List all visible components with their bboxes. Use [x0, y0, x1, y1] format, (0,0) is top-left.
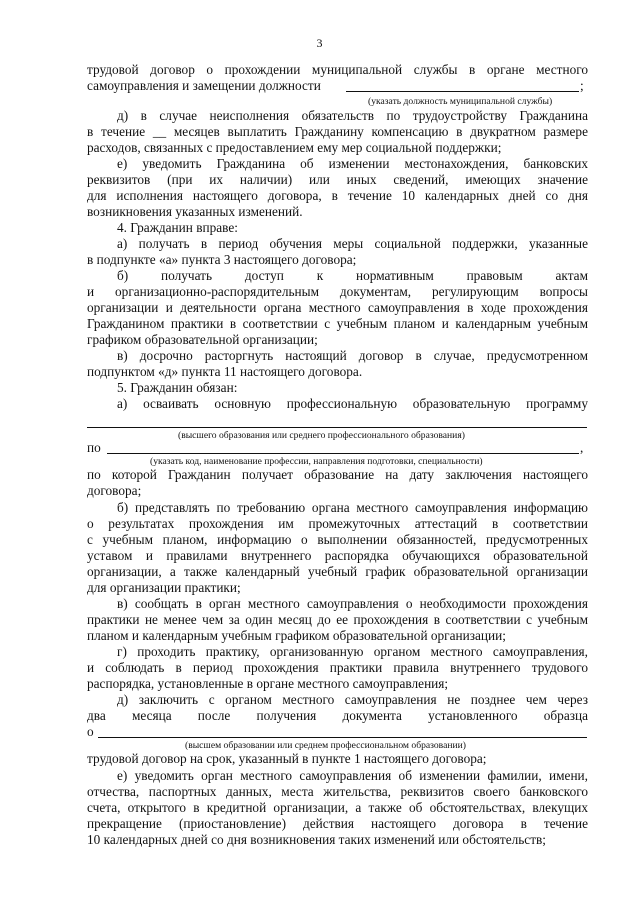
text-line: организации и деятельности органа местного самоуправления в ходе прохождения [87, 300, 588, 315]
text-line: 5. Гражданин обязан: [117, 380, 238, 395]
text-line: графиком образовательной организации; [87, 332, 318, 347]
text-line: отчества, паспортных данных, места жительства, реквизитов своего банковского [87, 784, 588, 799]
text-line: самоуправления и замещении должности [87, 78, 321, 93]
text-line: по которой Гражданин получает образование на дату заключения настоящего [87, 467, 588, 482]
text-line: организации, а также календарный учебный график образовательной организации [87, 564, 588, 579]
text-line: и соблюдать в период прохождения практики правила внутреннего трудового [87, 660, 588, 675]
text-line: по [87, 440, 101, 455]
text-line: о [87, 724, 94, 739]
text-line: два месяца после получения документа установленного образца [87, 708, 588, 723]
text-line: планом и календарным учебным графиком образовательной организации; [87, 628, 506, 643]
text-line: трудовой договор на срок, указанный в пункте 1 настоящего договора; [87, 751, 487, 766]
text-line: Гражданином практики в соответствии с учебным планом и календарным учебным [87, 316, 588, 331]
text-line: прекращение (приостановление) действия настоящего договора в течение [87, 816, 588, 831]
text-line: для исполнения настоящего договора, в течение 10 календарных дней со дня [87, 188, 588, 203]
field-caption: (указать должность муниципальной службы) [368, 96, 553, 107]
text-line: практики не менее чем за один месяц до ее прохождения в соответствии с учебным [87, 612, 588, 627]
text-line: о результатах прохождения им промежуточных аттестаций в соответствии [87, 516, 588, 531]
text-line: для организации практики; [87, 580, 241, 595]
text-line: а) осваивать основную профессиональную образовательную программу [117, 396, 588, 411]
text-line: уставом и правилами внутреннего распорядка обучающихся образовательной [87, 548, 588, 563]
text-line: с учебным планом, информацию о выполнении обязанностей, предусмотренных [87, 532, 588, 547]
text-line: б) получать доступ к нормативным правовым актам [117, 268, 588, 283]
text-line: д) в случае неисполнения обязательств по трудоустройству Гражданина [117, 108, 588, 123]
text-line: договора; [87, 483, 142, 498]
text-line: в течение __ месяцев выплатить Гражданину компенсацию в двукратном размере [87, 124, 588, 139]
text-line: подпунктом «д» пункта 11 настоящего договора. [87, 364, 363, 379]
text-line: реквизитов (при их наличии) или иных сведений, имеющих значение [87, 172, 588, 187]
text-line: расходов, связанных с предоставлением ему мер социальной поддержки; [87, 140, 502, 155]
field-caption: (указать код, наименование профессии, направления подготовки, специальности) [150, 456, 483, 467]
text-line: счета, открытого в кредитной организации, а также об обстоятельствах, влекущих [87, 800, 588, 815]
text-line: в) сообщать в орган местного самоуправления о необходимости прохождения [117, 596, 588, 611]
text-line: распорядка, установленные в органе местного самоуправления; [87, 676, 449, 691]
text-line: 10 календарных дней со дня возникновения таких изменений или обстоятельств; [87, 832, 546, 847]
text-line: е) уведомить Гражданина об изменении местонахождения, банковских [117, 156, 588, 171]
blank-line [107, 453, 579, 454]
text-line: д) заключить с органом местного самоуправления не позднее чем через [117, 692, 588, 707]
text-line: в) досрочно расторгнуть настоящий договор в случае, предусмотренном [117, 348, 588, 363]
blank-line [346, 91, 579, 92]
text-line: ; [580, 78, 584, 93]
text-line: б) представлять по требованию органа местного самоуправления информацию [117, 500, 588, 515]
text-line: трудовой договор о прохождении муниципальной службы в органе местного [87, 62, 588, 77]
text-line: е) уведомить орган местного самоуправления об изменении фамилии, имени, [117, 768, 588, 783]
text-line: 4. Гражданин вправе: [117, 220, 238, 235]
blank-line [87, 427, 587, 428]
field-caption: (высшего образования или среднего профессионального образования) [178, 430, 465, 441]
text-line: , [580, 440, 584, 455]
text-line: возникновения указанных изменений. [87, 204, 303, 219]
field-caption: (высшем образовании или среднем профессиональном образовании) [185, 740, 466, 751]
text-line: а) получать в период обучения меры социальной поддержки, указанные [117, 236, 588, 251]
text-line: г) проходить практику, организованную органом местного самоуправления, [117, 644, 588, 659]
text-line: и организационно-распорядительным документам, регулирующим вопросы [87, 284, 588, 299]
blank-line [98, 737, 587, 738]
text-line: в подпункте «а» пункта 3 настоящего договора; [87, 252, 357, 267]
page-number: 3 [316, 36, 323, 50]
